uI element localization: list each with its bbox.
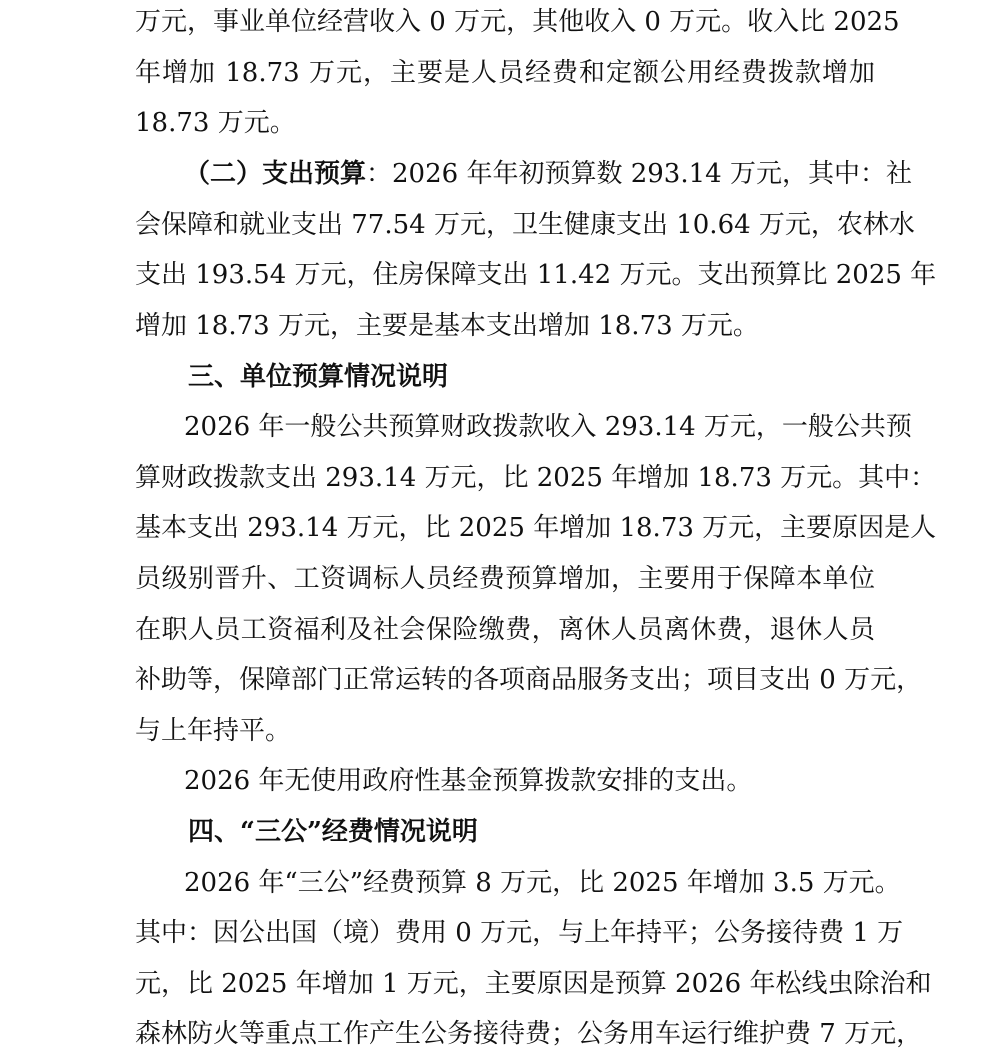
text-line: 2026 年“三公”经费预算 8 万元，比 2025 年增加 3.5 万元。 xyxy=(184,868,901,898)
section-heading: 三、单位预算情况说明 xyxy=(188,362,449,392)
text-line: 2026 年无使用政府性基金预算拨款安排的支出。 xyxy=(184,766,753,796)
text-line: 18.73 万元。 xyxy=(135,108,296,138)
text-line: 算财政拨款支出 293.14 万元，比 2025 年增加 18.73 万元。其中： xyxy=(135,463,937,493)
text-line: 会保障和就业支出 77.54 万元，卫生健康支出 10.64 万元，农林水 xyxy=(135,210,915,240)
text-line: 在职人员工资福利及社会保险缴费，离休人员离休费，退休人员 xyxy=(135,615,875,645)
text-line: 森林防火等重点工作产生公务接待费；公务用车运行维护费 7 万元， xyxy=(135,1019,923,1049)
text-line: 基本支出 293.14 万元，比 2025 年增加 18.73 万元，主要原因是人 xyxy=(135,513,937,543)
text-line: 补助等，保障部门正常运转的各项商品服务支出；项目支出 0 万元， xyxy=(135,665,923,695)
text-line: 与上年持平。 xyxy=(135,716,292,746)
text-line: 2026 年一般公共预算财政拨款收入 293.14 万元，一般公共预 xyxy=(184,412,912,442)
subheading-label: （二）支出预算 xyxy=(184,159,367,189)
text-line-subheading: （二）支出预算：2026 年年初预算数 293.14 万元，其中：社 xyxy=(184,159,912,189)
section-heading: 四、“三公”经费情况说明 xyxy=(188,817,478,847)
text-line: 增加 18.73 万元，主要是基本支出增加 18.73 万元。 xyxy=(135,311,759,341)
text-line: 其中：因公出国（境）费用 0 万元，与上年持平；公务接待费 1 万 xyxy=(135,918,904,948)
text-line: 支出 193.54 万元，住房保障支出 11.42 万元。支出预算比 2025 年 xyxy=(135,260,937,290)
text-line: 万元，事业单位经营收入 0 万元，其他收入 0 万元。收入比 2025 xyxy=(135,7,900,37)
text-line: 年增加 18.73 万元，主要是人员经费和定额公用经费拨款增加 xyxy=(135,58,875,88)
text-line: 员级别晋升、工资调标人员经费预算增加，主要用于保障本单位 xyxy=(135,564,875,594)
text-line: 元，比 2025 年增加 1 万元，主要原因是预算 2026 年松线虫除治和 xyxy=(135,969,932,999)
